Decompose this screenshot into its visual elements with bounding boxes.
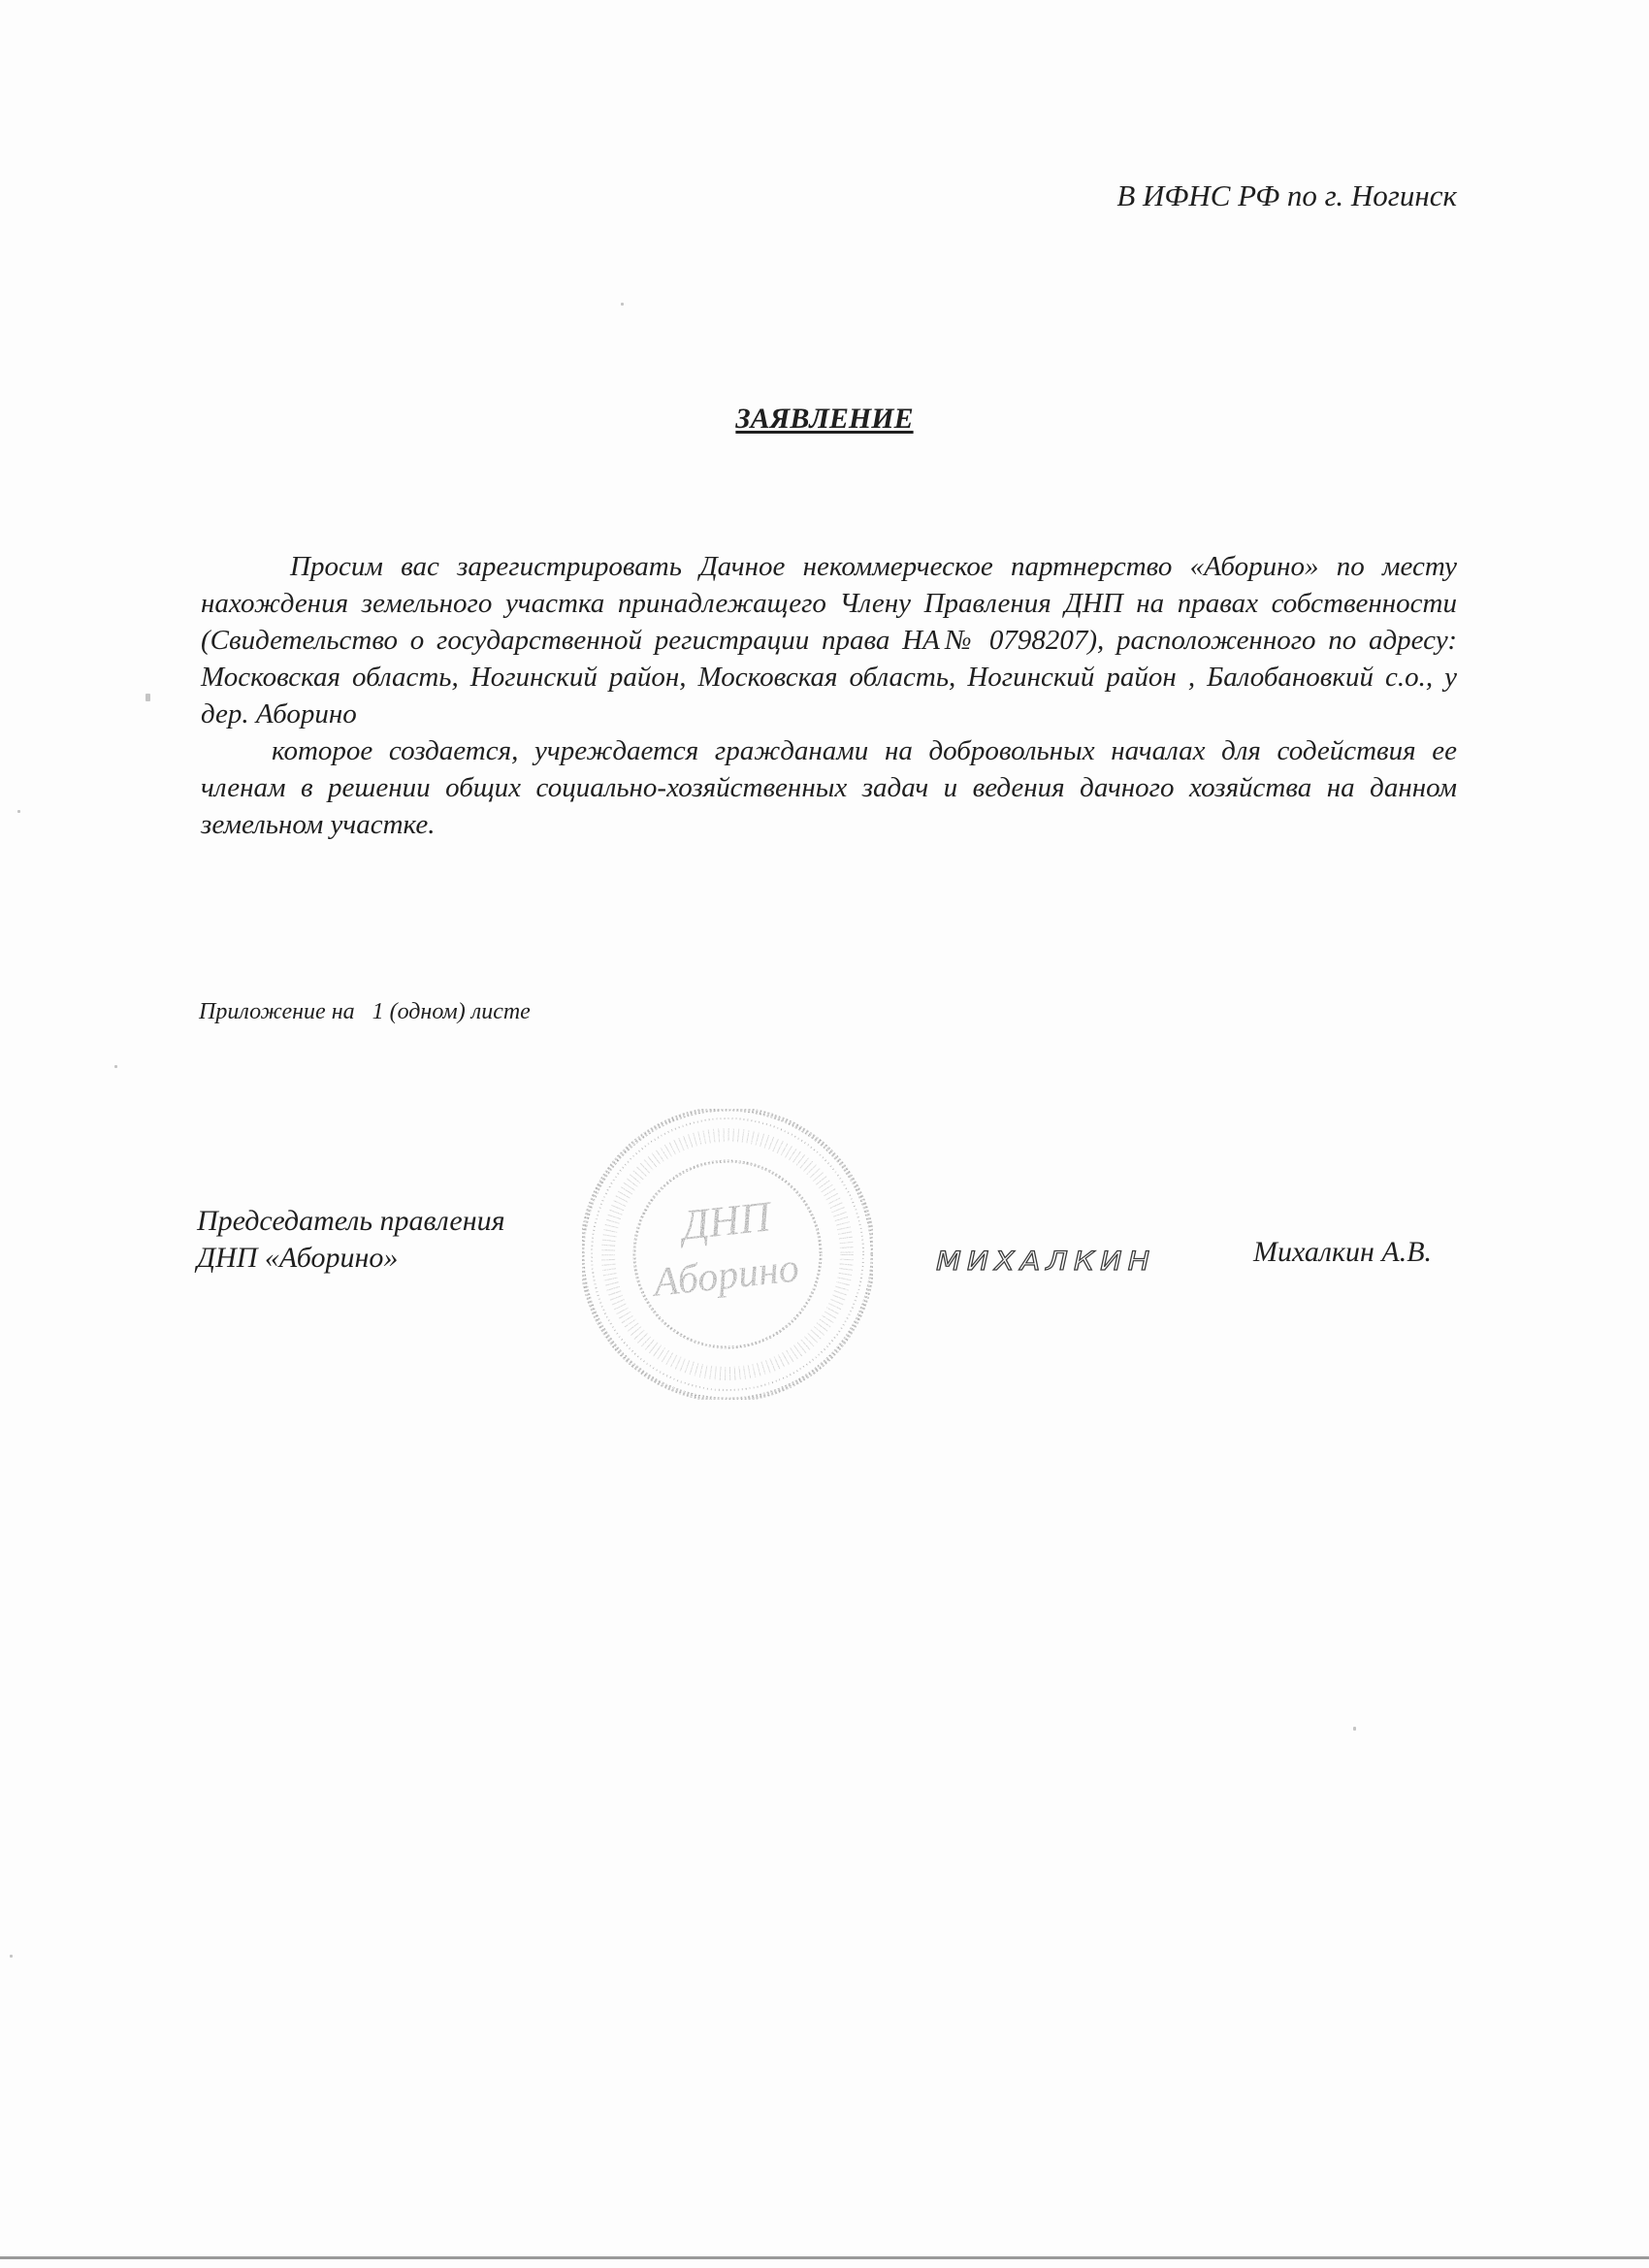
document-title: ЗАЯВЛЕНИЕ <box>735 403 914 435</box>
handwritten-signature <box>936 1242 1188 1280</box>
scan-speck <box>17 810 20 813</box>
scan-bottom-edge <box>0 2256 1649 2259</box>
scan-speck <box>146 694 150 701</box>
stamp-text-center: Аборино <box>651 1246 801 1306</box>
signatory-title-line-2: ДНП «Аборино» <box>197 1242 399 1274</box>
application-body <box>201 548 1457 843</box>
recipient-line: В ИФНС РФ по г. Ногинск <box>1116 178 1457 212</box>
scan-speck <box>621 303 624 306</box>
signatory-name: Михалкин А.В. <box>1253 1236 1433 1268</box>
attachment-note: Приложение на 1 (одном) листе <box>199 999 531 1024</box>
scan-speck <box>114 1065 117 1068</box>
svg-text:МИХАЛКИН: МИХАЛКИН <box>936 1246 1156 1277</box>
stamp-text-top: ДНП <box>679 1192 773 1249</box>
scan-speck <box>10 1955 13 1958</box>
signatory-title-line-1: Председатель правления <box>197 1205 505 1237</box>
signatory-title <box>197 1203 505 1277</box>
paragraph-request: Просим вас зарегистрировать Дачное некоммерческое партнерство «Аборино» по месту нахождения земельного участка принадлежащего Члену Правления ДНП на правах собственности (Свидетельство о государственной регистрации права НА№ 0798207), расположенного по адресу: Московская область, Ногинский район, Московская область, Ногинский район , Балобановкий с.о., у дер. Аборино <box>201 551 1457 729</box>
paragraph-purpose: которое создается, учреждается гражданами на добровольных началах для содействия ее членам в решении общих социально-хозяйственных задач и ведения дачного хозяйства на данном земельном участке. <box>201 735 1457 840</box>
organization-stamp <box>572 1099 883 1409</box>
scan-speck <box>1353 1727 1356 1731</box>
